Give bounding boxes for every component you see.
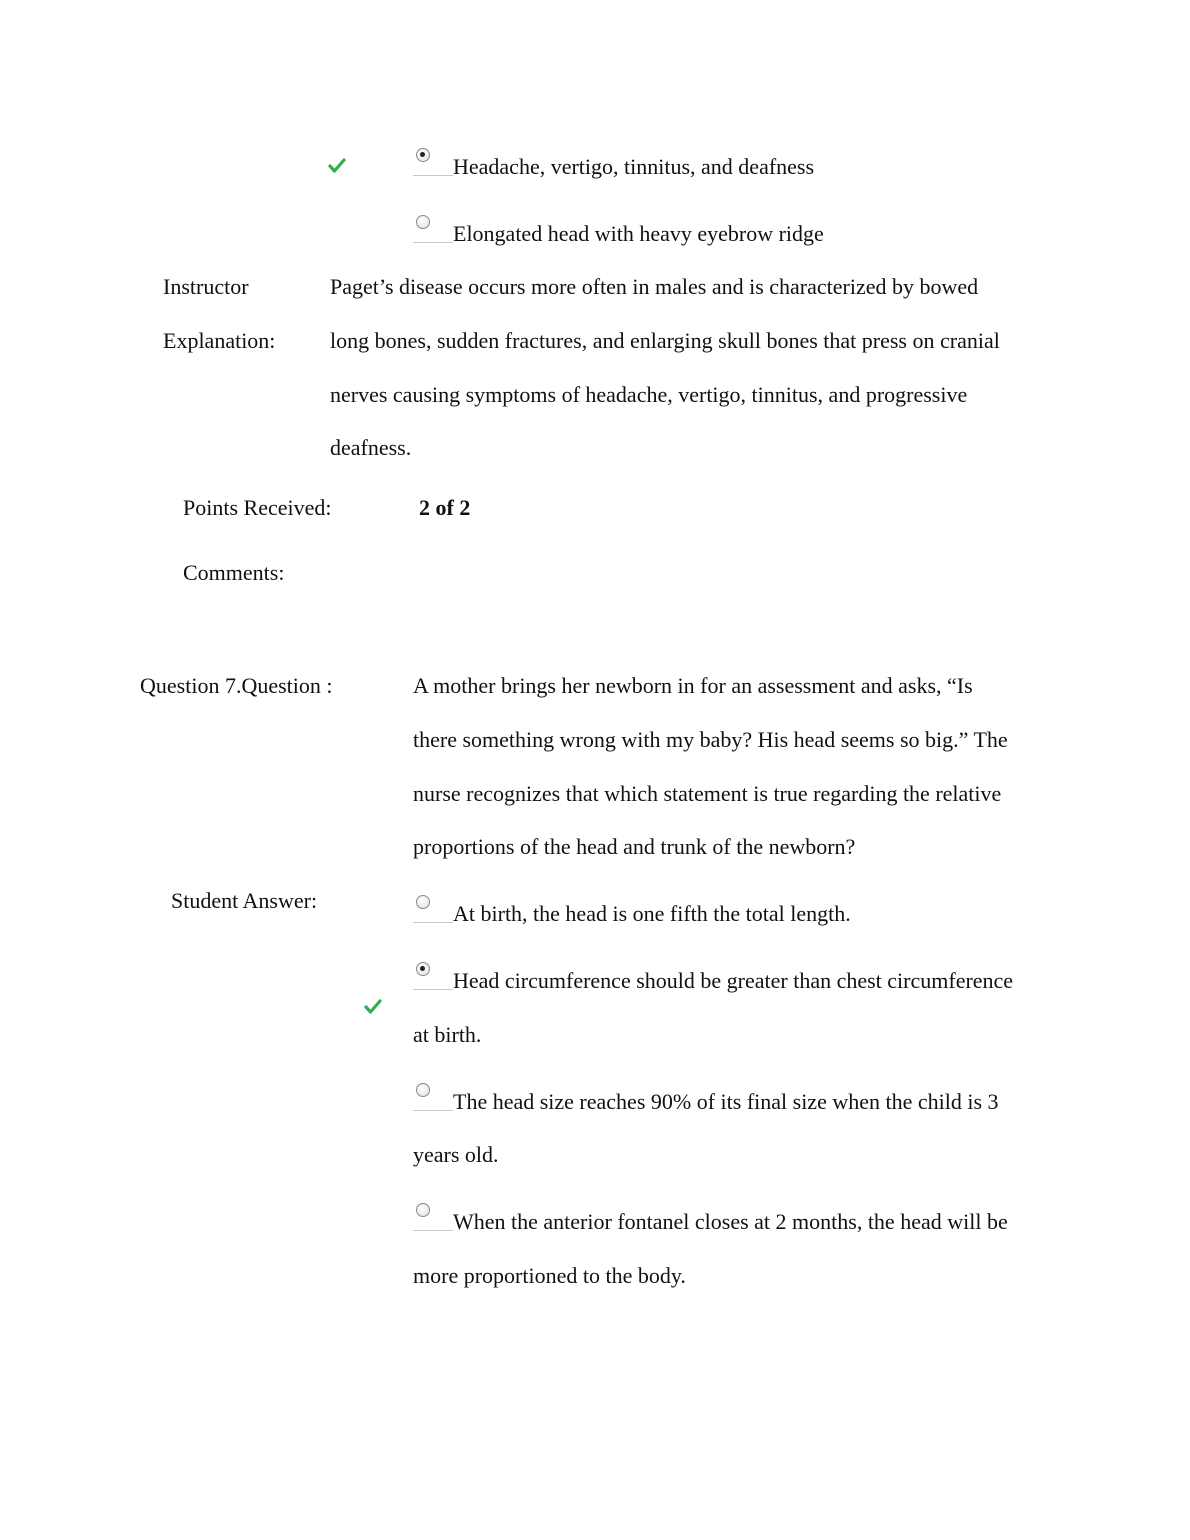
radio-button[interactable] [416, 962, 430, 976]
points-value: 2 of 2 [419, 495, 471, 520]
correct-check-icon [364, 998, 382, 1016]
answer-option-text: Elongated head with heavy eyebrow ridge [453, 221, 824, 246]
explanation-text: Paget’s disease occurs more often in males and is characterized by bowed [330, 274, 979, 299]
explanation-text: nerves causing symptoms of headache, vertigo, tinnitus, and progressive [330, 382, 968, 407]
answer-option-text: more proportioned to the body. [413, 1263, 686, 1288]
question-text: there something wrong with my baby? His head seems so big.” The [413, 727, 1008, 752]
question-text: proportions of the head and trunk of the newborn? [413, 834, 856, 859]
question-text: nurse recognizes that which statement is true regarding the relative [413, 781, 1002, 806]
answer-option-text: Headache, vertigo, tinnitus, and deafness [453, 154, 815, 179]
points-label: Points Received: [183, 495, 332, 520]
radio-button[interactable] [416, 1203, 430, 1217]
question-label: Question 7.Question : [140, 673, 333, 698]
radio-underline [413, 989, 453, 990]
radio-button[interactable] [416, 148, 430, 162]
radio-underline [413, 175, 453, 176]
answer-option-text: When the anterior fontanel closes at 2 months, the head will be [453, 1209, 1008, 1234]
answer-option-text: at birth. [413, 1022, 482, 1047]
radio-button[interactable] [416, 215, 430, 229]
correct-check-icon [328, 157, 346, 175]
answer-option-text: Head circumference should be greater than chest circumference [453, 968, 1014, 993]
answer-option-text: The head size reaches 90% of its final size when the child is 3 [453, 1089, 999, 1114]
answer-option-text: At birth, the head is one fifth the total length. [453, 901, 851, 926]
explanation-label: Explanation: [163, 328, 276, 353]
comments-label: Comments: [183, 560, 285, 585]
radio-button[interactable] [416, 1083, 430, 1097]
radio-underline [413, 1230, 453, 1231]
question-text: A mother brings her newborn in for an assessment and asks, “Is [413, 673, 973, 698]
radio-button[interactable] [416, 895, 430, 909]
radio-underline [413, 242, 453, 243]
radio-underline [413, 922, 453, 923]
radio-underline [413, 1110, 453, 1111]
answer-option-text: years old. [413, 1142, 499, 1167]
explanation-text: deafness. [330, 435, 412, 460]
explanation-text: long bones, sudden fractures, and enlarging skull bones that press on cranial [330, 328, 1000, 353]
student-answer-label: Student Answer: [171, 888, 318, 913]
explanation-label: Instructor [163, 274, 249, 299]
